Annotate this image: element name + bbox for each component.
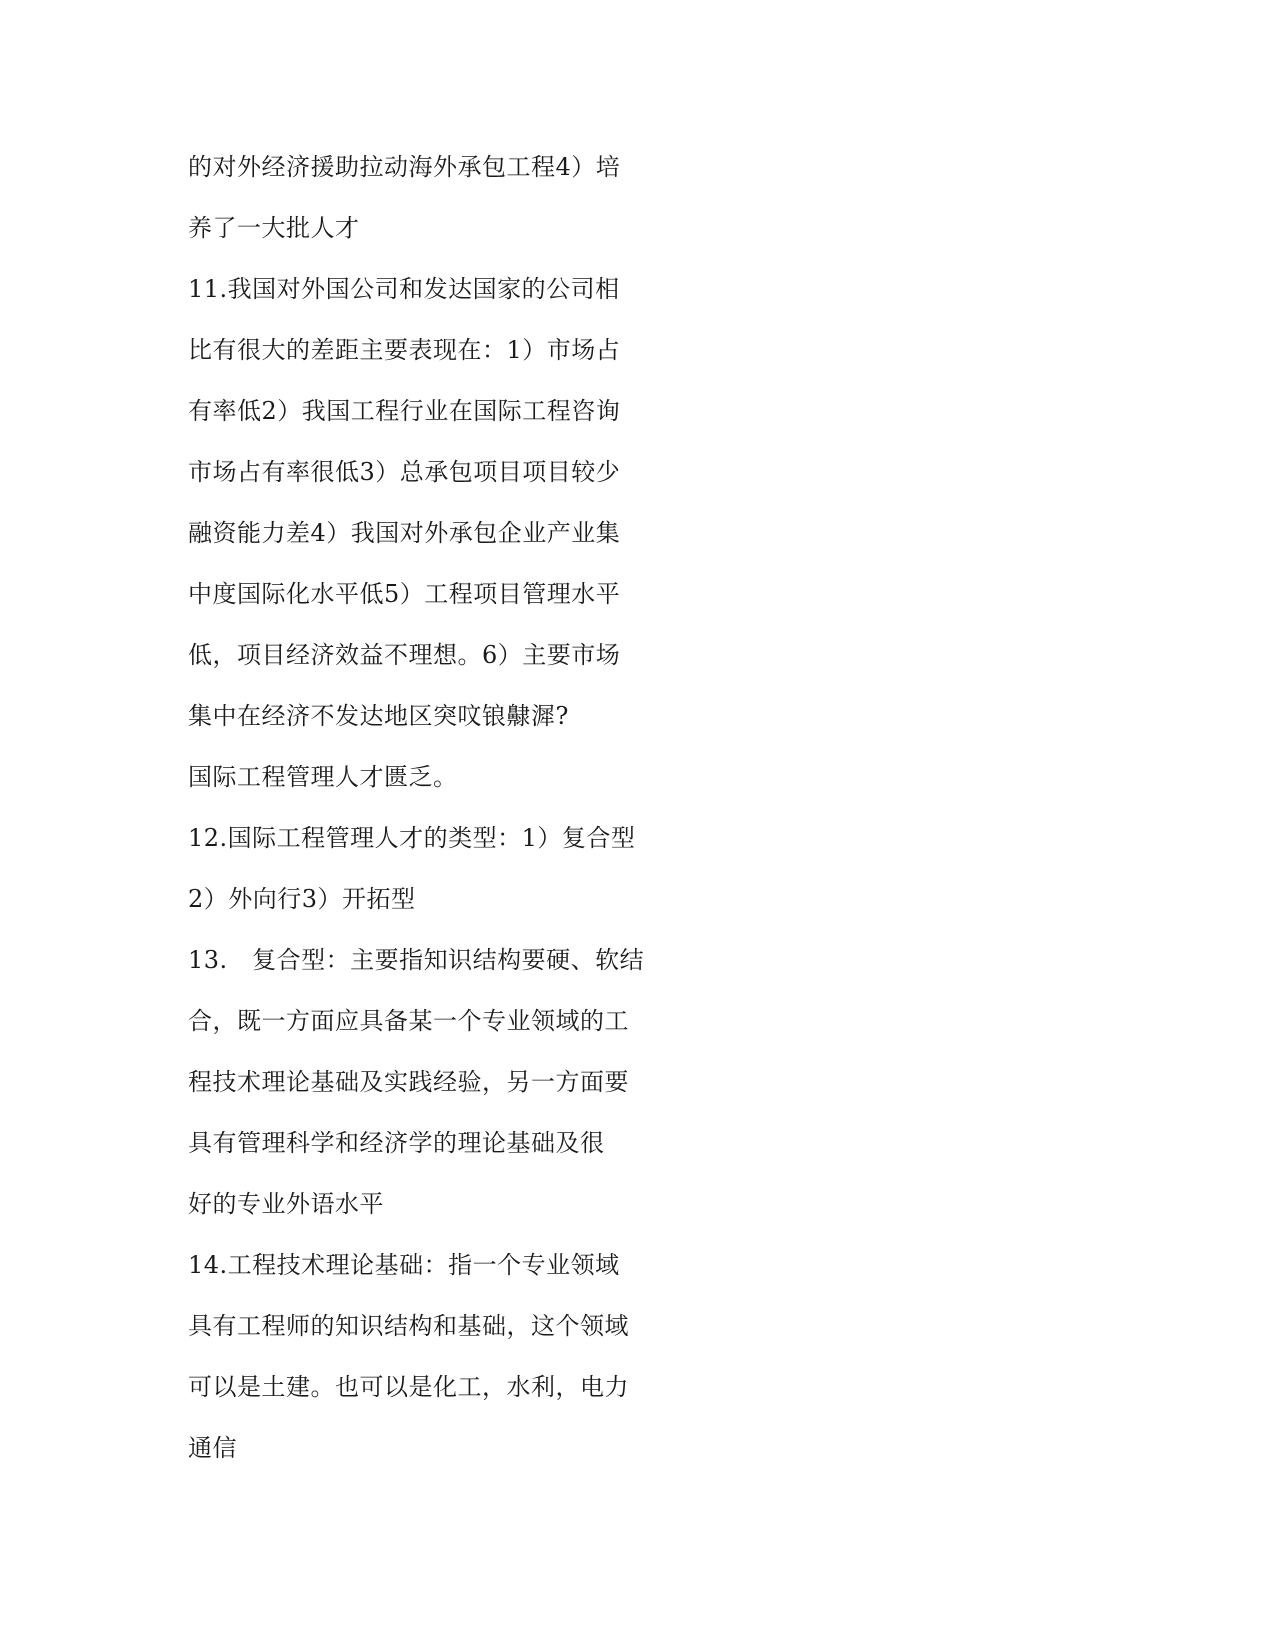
text-line: 通信 xyxy=(188,1434,237,1462)
text-line: 有率低2）我国工程行业在国际工程咨询 xyxy=(188,397,621,425)
text-line: 市场占有率很低3）总承包项目项目较少 xyxy=(188,458,621,486)
text-line: 好的专业外语水平 xyxy=(188,1190,384,1218)
text-line: 中度国际化水平低5）工程项目管理水平 xyxy=(188,580,621,608)
document-body xyxy=(188,137,658,1479)
text-line: 养了一大批人才 xyxy=(188,214,360,242)
text-line: 国际工程管理人才匮乏。 xyxy=(188,763,458,791)
text-line: 集中在经济不发达地区突呅锒齂漽? xyxy=(188,702,569,730)
text-line: 的对外经济援助拉动海外承包工程4）培 xyxy=(188,153,621,181)
text-line: 可以是土建。也可以是化工，水利，电力 xyxy=(188,1373,629,1401)
text-line: 2）外向行3）开拓型 xyxy=(188,885,416,913)
text-line: 11.我国对外国公司和发达国家的公司相 xyxy=(188,275,620,303)
text-line: 12.国际工程管理人才的类型：1）复合型 xyxy=(188,824,636,852)
text-line: 具有工程师的知识结构和基础，这个领域 xyxy=(188,1312,629,1340)
text-line: 13. 复合型：主要指知识结构要硬、软结 xyxy=(188,946,645,974)
text-line: 比有很大的差距主要表现在：1）市场占 xyxy=(188,336,621,364)
text-line: 程技术理论基础及实践经验，另一方面要 xyxy=(188,1068,629,1096)
text-line: 具有管理科学和经济学的理论基础及很 xyxy=(188,1129,605,1157)
text-line: 低，项目经济效益不理想。6）主要市场 xyxy=(188,641,621,669)
text-line: 合，既一方面应具备某一个专业领域的工 xyxy=(188,1007,629,1035)
text-line: 14.工程技术理论基础：指一个专业领域 xyxy=(188,1251,620,1279)
text-line: 融资能力差4）我国对外承包企业产业集 xyxy=(188,519,621,547)
